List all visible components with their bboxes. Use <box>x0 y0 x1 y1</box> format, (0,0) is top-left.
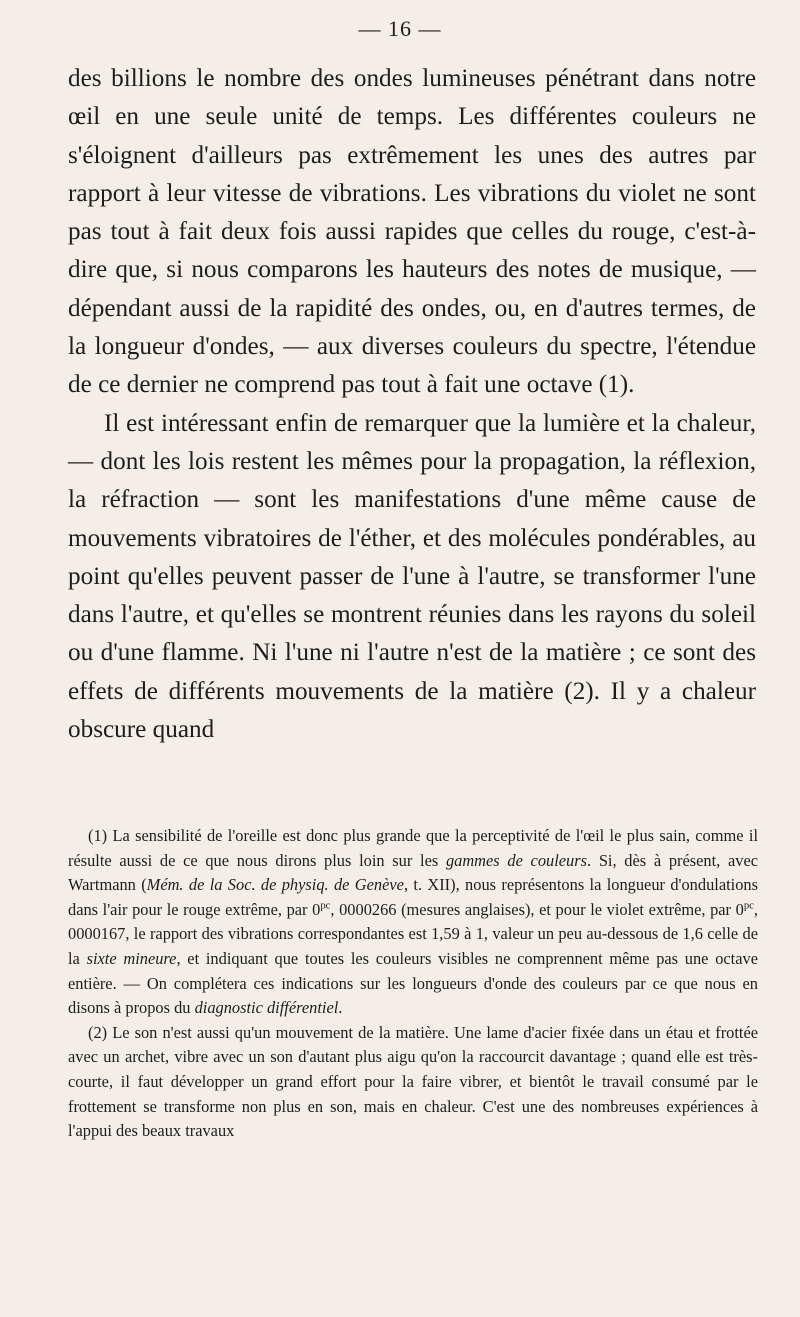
footnote-1 <box>68 824 758 1021</box>
footnote-1-text-k: . <box>338 998 343 1018</box>
footnote-1-italic-diagnostic: diagnostic différentiel <box>194 998 339 1018</box>
footnote-1-text-i: , et indiquant que toutes les couleurs visibles ne comprennent même pas une octave entière. — On complétera ces indications sur les longueurs d'onde des couleurs par ce que nous en disons à propos du <box>68 948 758 1018</box>
footnote-1-text-g: , 0000167, le rapport des vibrations correspondantes est 1,59 à 1, valeur un peu au-dessous de 1,6 celle de la <box>68 899 758 968</box>
main-text <box>68 60 756 749</box>
footnote-1-sup-pc-1: pc <box>320 900 331 912</box>
footnote-2: (2) Le son n'est aussi qu'un mouvement de la matière. Une lame d'acier fixée dans un étau et frottée avec un archet, vibre avec un son d'autant plus aigu qu'on la raccourcit davantage ; quand elle est très-courte, il faut développer un grand effort pour la faire vibrer, et bientôt le travail consumé par le frottement se transforme non plus en son, mais en chaleur. C'est une des nombreuses expériences à l'appui des beaux travaux <box>68 1022 758 1141</box>
footnote-1-sup-pc-2: pc <box>743 900 754 912</box>
footnote-1-text-a: (1) La sensibilité de l'oreille est donc plus grande que la perceptivité de l'œil le plus sain, comme il résulte aussi de ce que nous dirons plus loin sur les <box>68 826 758 870</box>
footnote-1-italic-gammes: gammes de couleurs <box>445 850 588 870</box>
paragraph-2: Il est intéressant enfin de remarquer que la lumière et la chaleur, — dont les lois restent les mêmes pour la propagation, la réflexion, la réfraction — sont les manifestations d'une même cause de mouvements vibratoires de l'éther, et des molécules pondérables, au point qu'elles peuvent passer de l'une à l'autre, se transformer l'une dans l'autre, et qu'elles se montrent réunies dans les rayons du soleil ou d'une flamme. Ni l'une ni l'autre n'est de la matière ; ce sont des effets de différents mouvements de la matière (2). Il y a chaleur obscure quand <box>68 409 756 744</box>
footnote-1-text-e: , t. XII), nous représentons la longueur d'ondulations dans l'air pour le rouge extrême, par 0 <box>68 875 758 919</box>
page-number: — 16 — <box>358 16 442 41</box>
footnote-1-italic-sixte: sixte mineure <box>86 948 177 968</box>
footnote-1-text-f: , 0000266 (mesures anglaises), et pour le violet extrême, par 0 <box>330 899 744 919</box>
footnote-1-italic-reference: Mém. de la Soc. de physiq. de Genève <box>146 875 404 895</box>
footnotes <box>68 824 758 1144</box>
footnote-1-text-c: . Si, dès à présent, avec Wartmann ( <box>68 850 758 895</box>
paragraph-1: des billions le nombre des ondes lumineuses pénétrant dans notre œil en une seule unité de temps. Les différentes couleurs ne s'éloignent d'ailleurs pas extrêmement les unes des autres par rapport à leur vitesse de vibrations. Les vibrations du violet ne sont pas tout à fait deux fois aussi rapides que celles du rouge, c'est-à-dire que, si nous comparons les hauteurs des notes de musique, — dépendant aussi de la rapidité des ondes, ou, en d'autres termes, de la longueur d'ondes, — aux diverses couleurs du spectre, l'étendue de ce dernier ne comprend pas tout à fait une octave (1). <box>68 65 756 399</box>
